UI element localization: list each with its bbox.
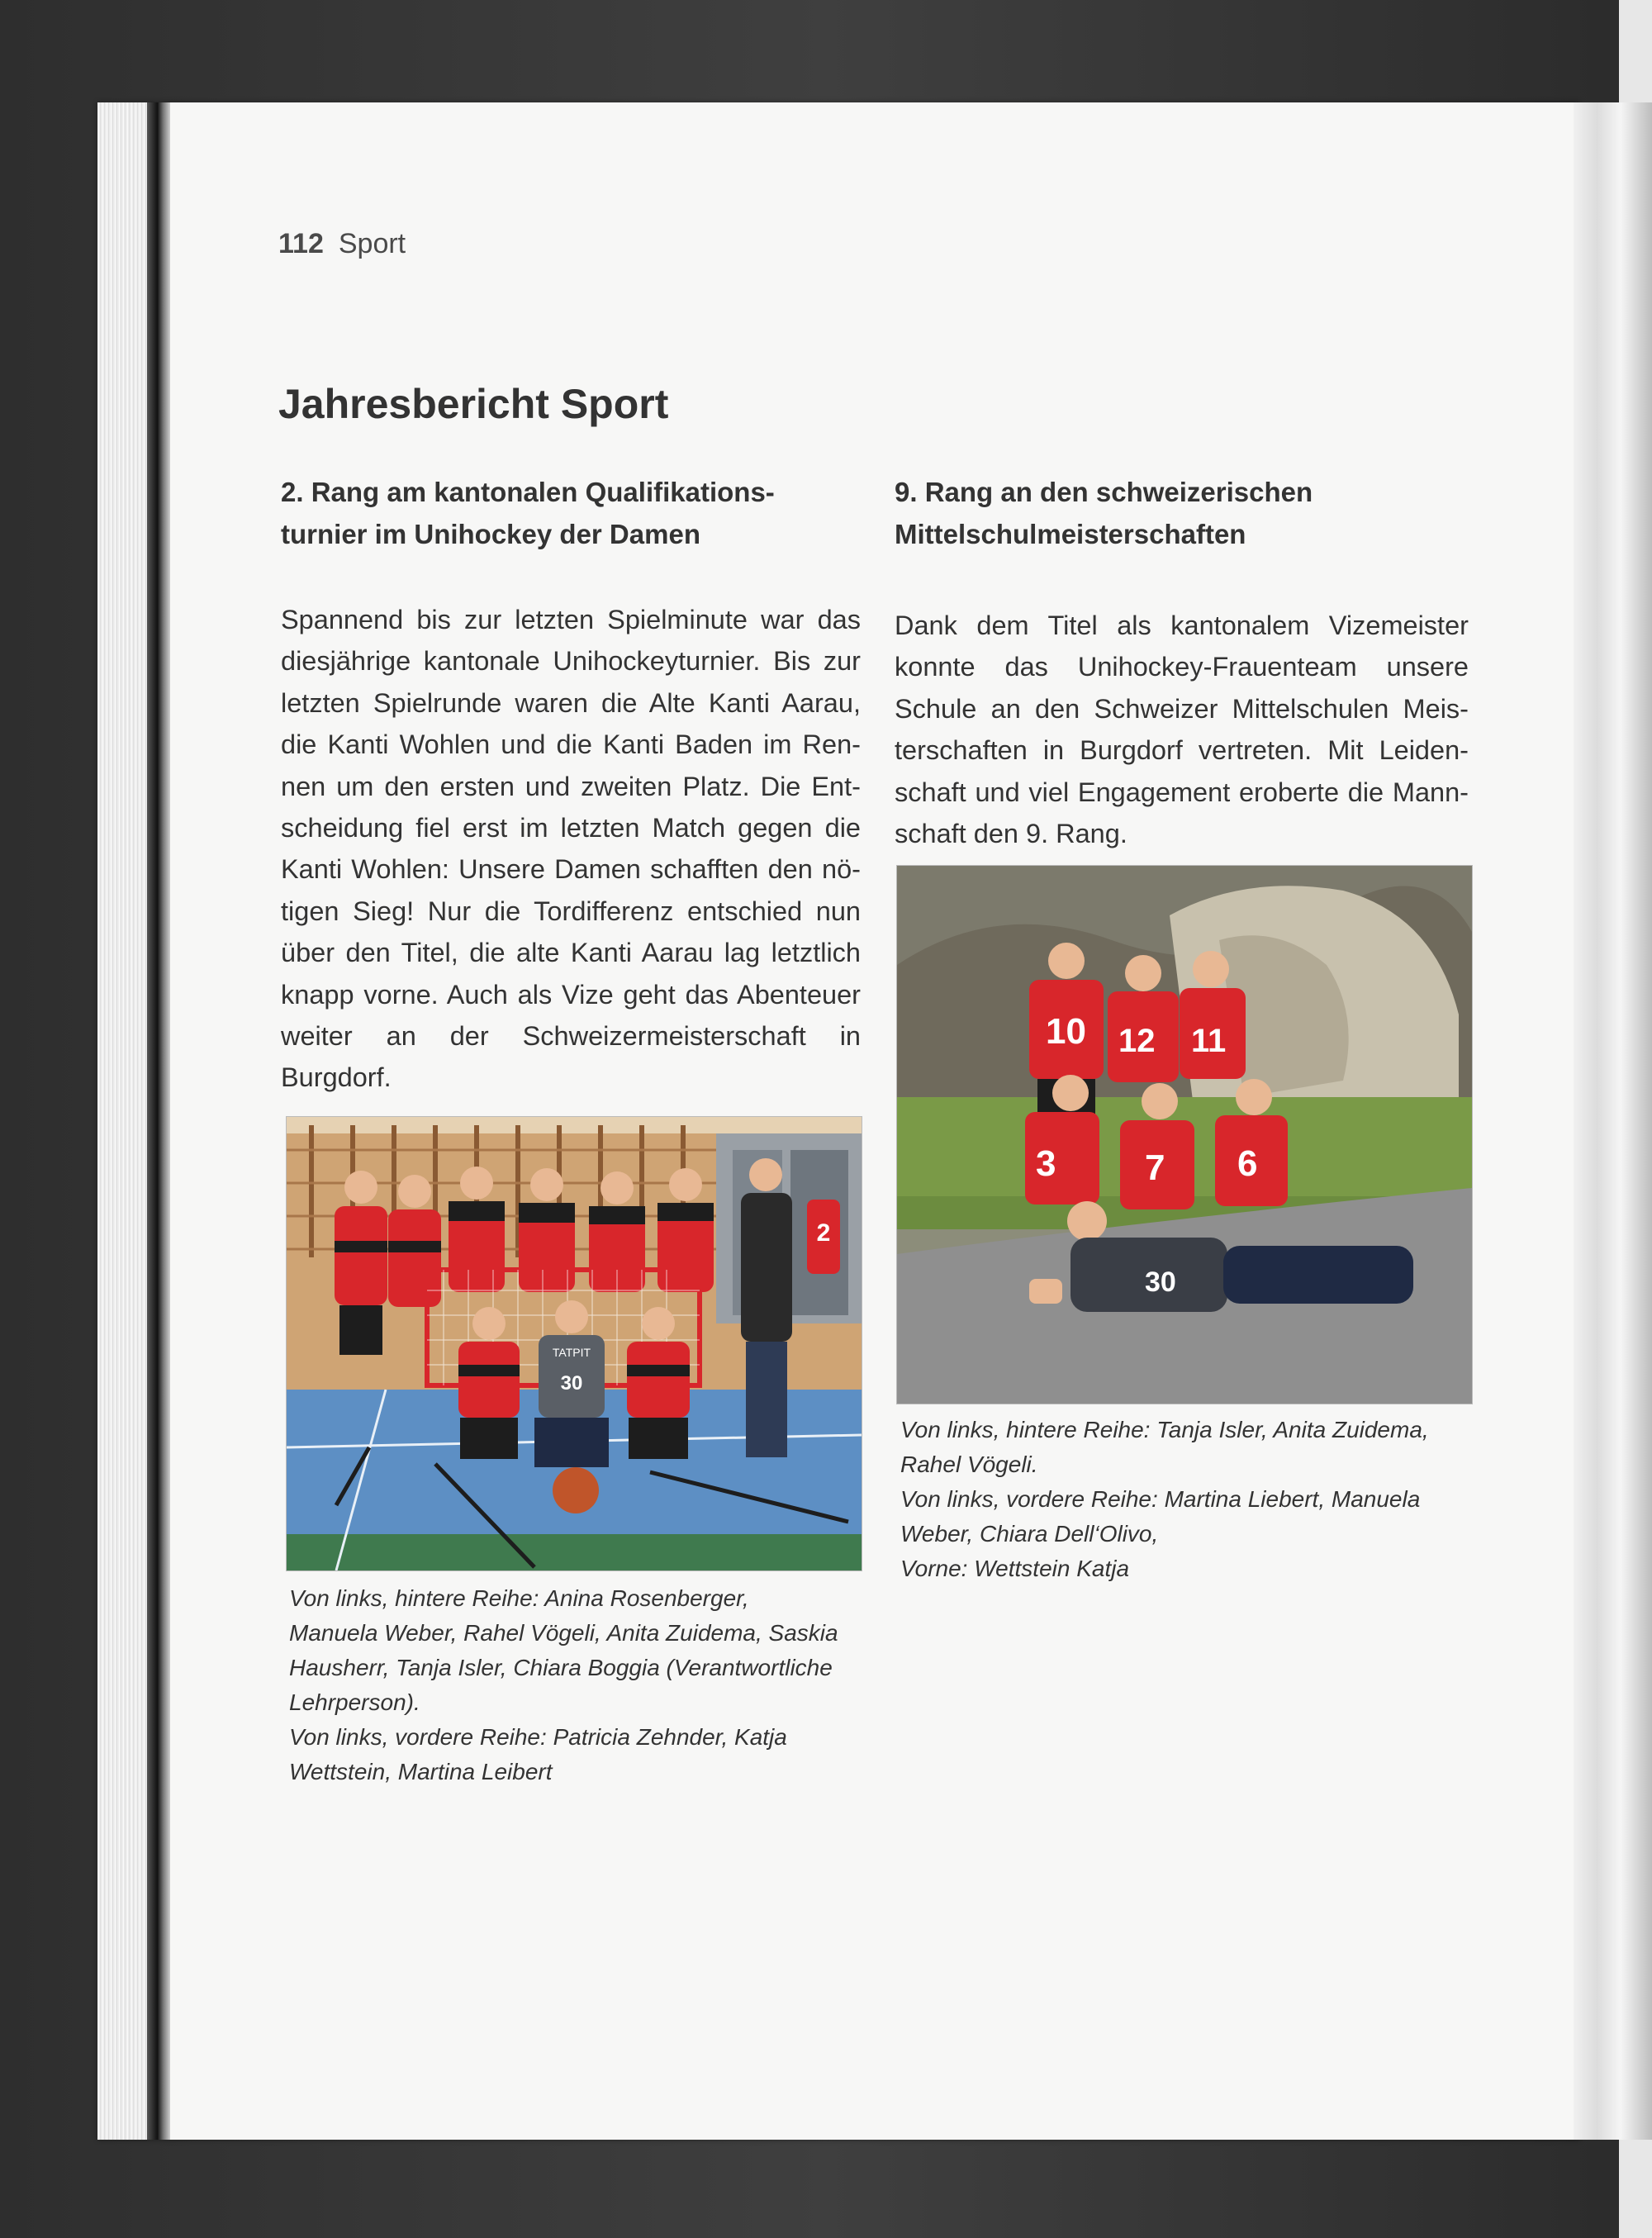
right-article (895, 471, 1469, 854)
photo1-jersey-number: 2 (816, 1219, 831, 1247)
left-heading-line: 2. Rang am kantonalen Qualifikations- (281, 477, 775, 507)
section-name: Sport (338, 228, 406, 259)
right-heading-line: 9. Rang an den schweizerischen (895, 477, 1313, 507)
photo2-jersey-number: 11 (1191, 1023, 1227, 1059)
left-heading-line: turnier im Unihockey der Damen (281, 519, 700, 549)
photo1-caption (289, 1581, 859, 1789)
caption-line: Von links, vordere Reihe: Martina Liebert, Manuela (900, 1486, 1421, 1512)
team-photo-outdoor (896, 865, 1473, 1404)
caption-line: Vorne: Wettstein Katja (900, 1556, 1130, 1581)
page-title: Jahresbericht Sport (278, 381, 669, 427)
caption-line: Von links, hintere Reihe: Tanja Isler, Anita Zuidema, (900, 1417, 1429, 1442)
caption-line: Hausherr, Tanja Isler, Chiara Boggia (Verantwortliche (289, 1655, 833, 1680)
photo2-caption (900, 1413, 1470, 1586)
caption-line: Wettstein, Martina Leibert (289, 1759, 553, 1784)
caption-line: Manuela Weber, Rahel Vögeli, Anita Zuidema, Saskia (289, 1620, 838, 1646)
left-article-body: Spannend bis zur letzten Spielminute war das diesjährige kantonale Unihockeyturnier. Bis zur letzten Spielrunde waren die Alte Kanti Aarau, die Kanti Wohlen und die Kanti Baden im Rennen um den ersten und zweiten Platz. Die Entscheidung fiel erst im letzten Match gegen die Kanti Wohlen: Unsere Damen schafften den nötigen Sieg! Nur die Tordifferenz entschied nun über den Titel, die alte Kanti Aarau lag letztlich knapp vorne. Auch als Vize geht das Abenteuer weiter an der Schweizermeisterschaft in Burgdorf. (281, 605, 861, 1093)
caption-line: Von links, vordere Reihe: Patricia Zehnder, Katja (289, 1724, 787, 1750)
photo1-goalie-label: TATPIT (552, 1346, 591, 1359)
team-photo-outdoor-illustration (897, 866, 1472, 1404)
page-number: 112 (278, 228, 324, 259)
photo2-jersey-number: 6 (1237, 1143, 1258, 1184)
photo1-jersey-number: 30 (560, 1372, 583, 1395)
photo2-jersey-number: 12 (1118, 1023, 1156, 1059)
running-header (278, 228, 406, 260)
right-heading-line: Mittelschulmeisterschaften (895, 519, 1246, 549)
photo2-jersey-number: 30 (1145, 1266, 1176, 1298)
left-article (281, 471, 861, 1099)
photo2-jersey-number: 10 (1046, 1011, 1086, 1052)
left-article-heading (281, 471, 861, 555)
caption-line: Weber, Chiara Dell‘Olivo, (900, 1521, 1159, 1547)
photo2-jersey-number: 7 (1145, 1148, 1165, 1188)
team-photo-gym (286, 1116, 862, 1571)
book-spine-shadow (147, 102, 170, 2140)
team-photo-gym-illustration (287, 1117, 862, 1570)
next-page-edge (1574, 102, 1652, 2140)
caption-line: Von links, hintere Reihe: Anina Rosenberger, (289, 1585, 749, 1611)
right-article-body: Dank dem Titel als kantonalem Vizemeister konnte das Unihockey-Frauenteam unsere Schule an den Schweizer Mittelschulen Meisterschaften in Burgdorf vertreten. Mit Leidenschaft und viel Engagement eroberte die Mannschaft den 9. Rang. (895, 611, 1469, 849)
caption-line: Lehrperson). (289, 1689, 420, 1715)
right-article-heading (895, 471, 1469, 555)
caption-line: Rahel Vögeli. (900, 1452, 1038, 1477)
photo2-jersey-number: 3 (1036, 1143, 1056, 1184)
